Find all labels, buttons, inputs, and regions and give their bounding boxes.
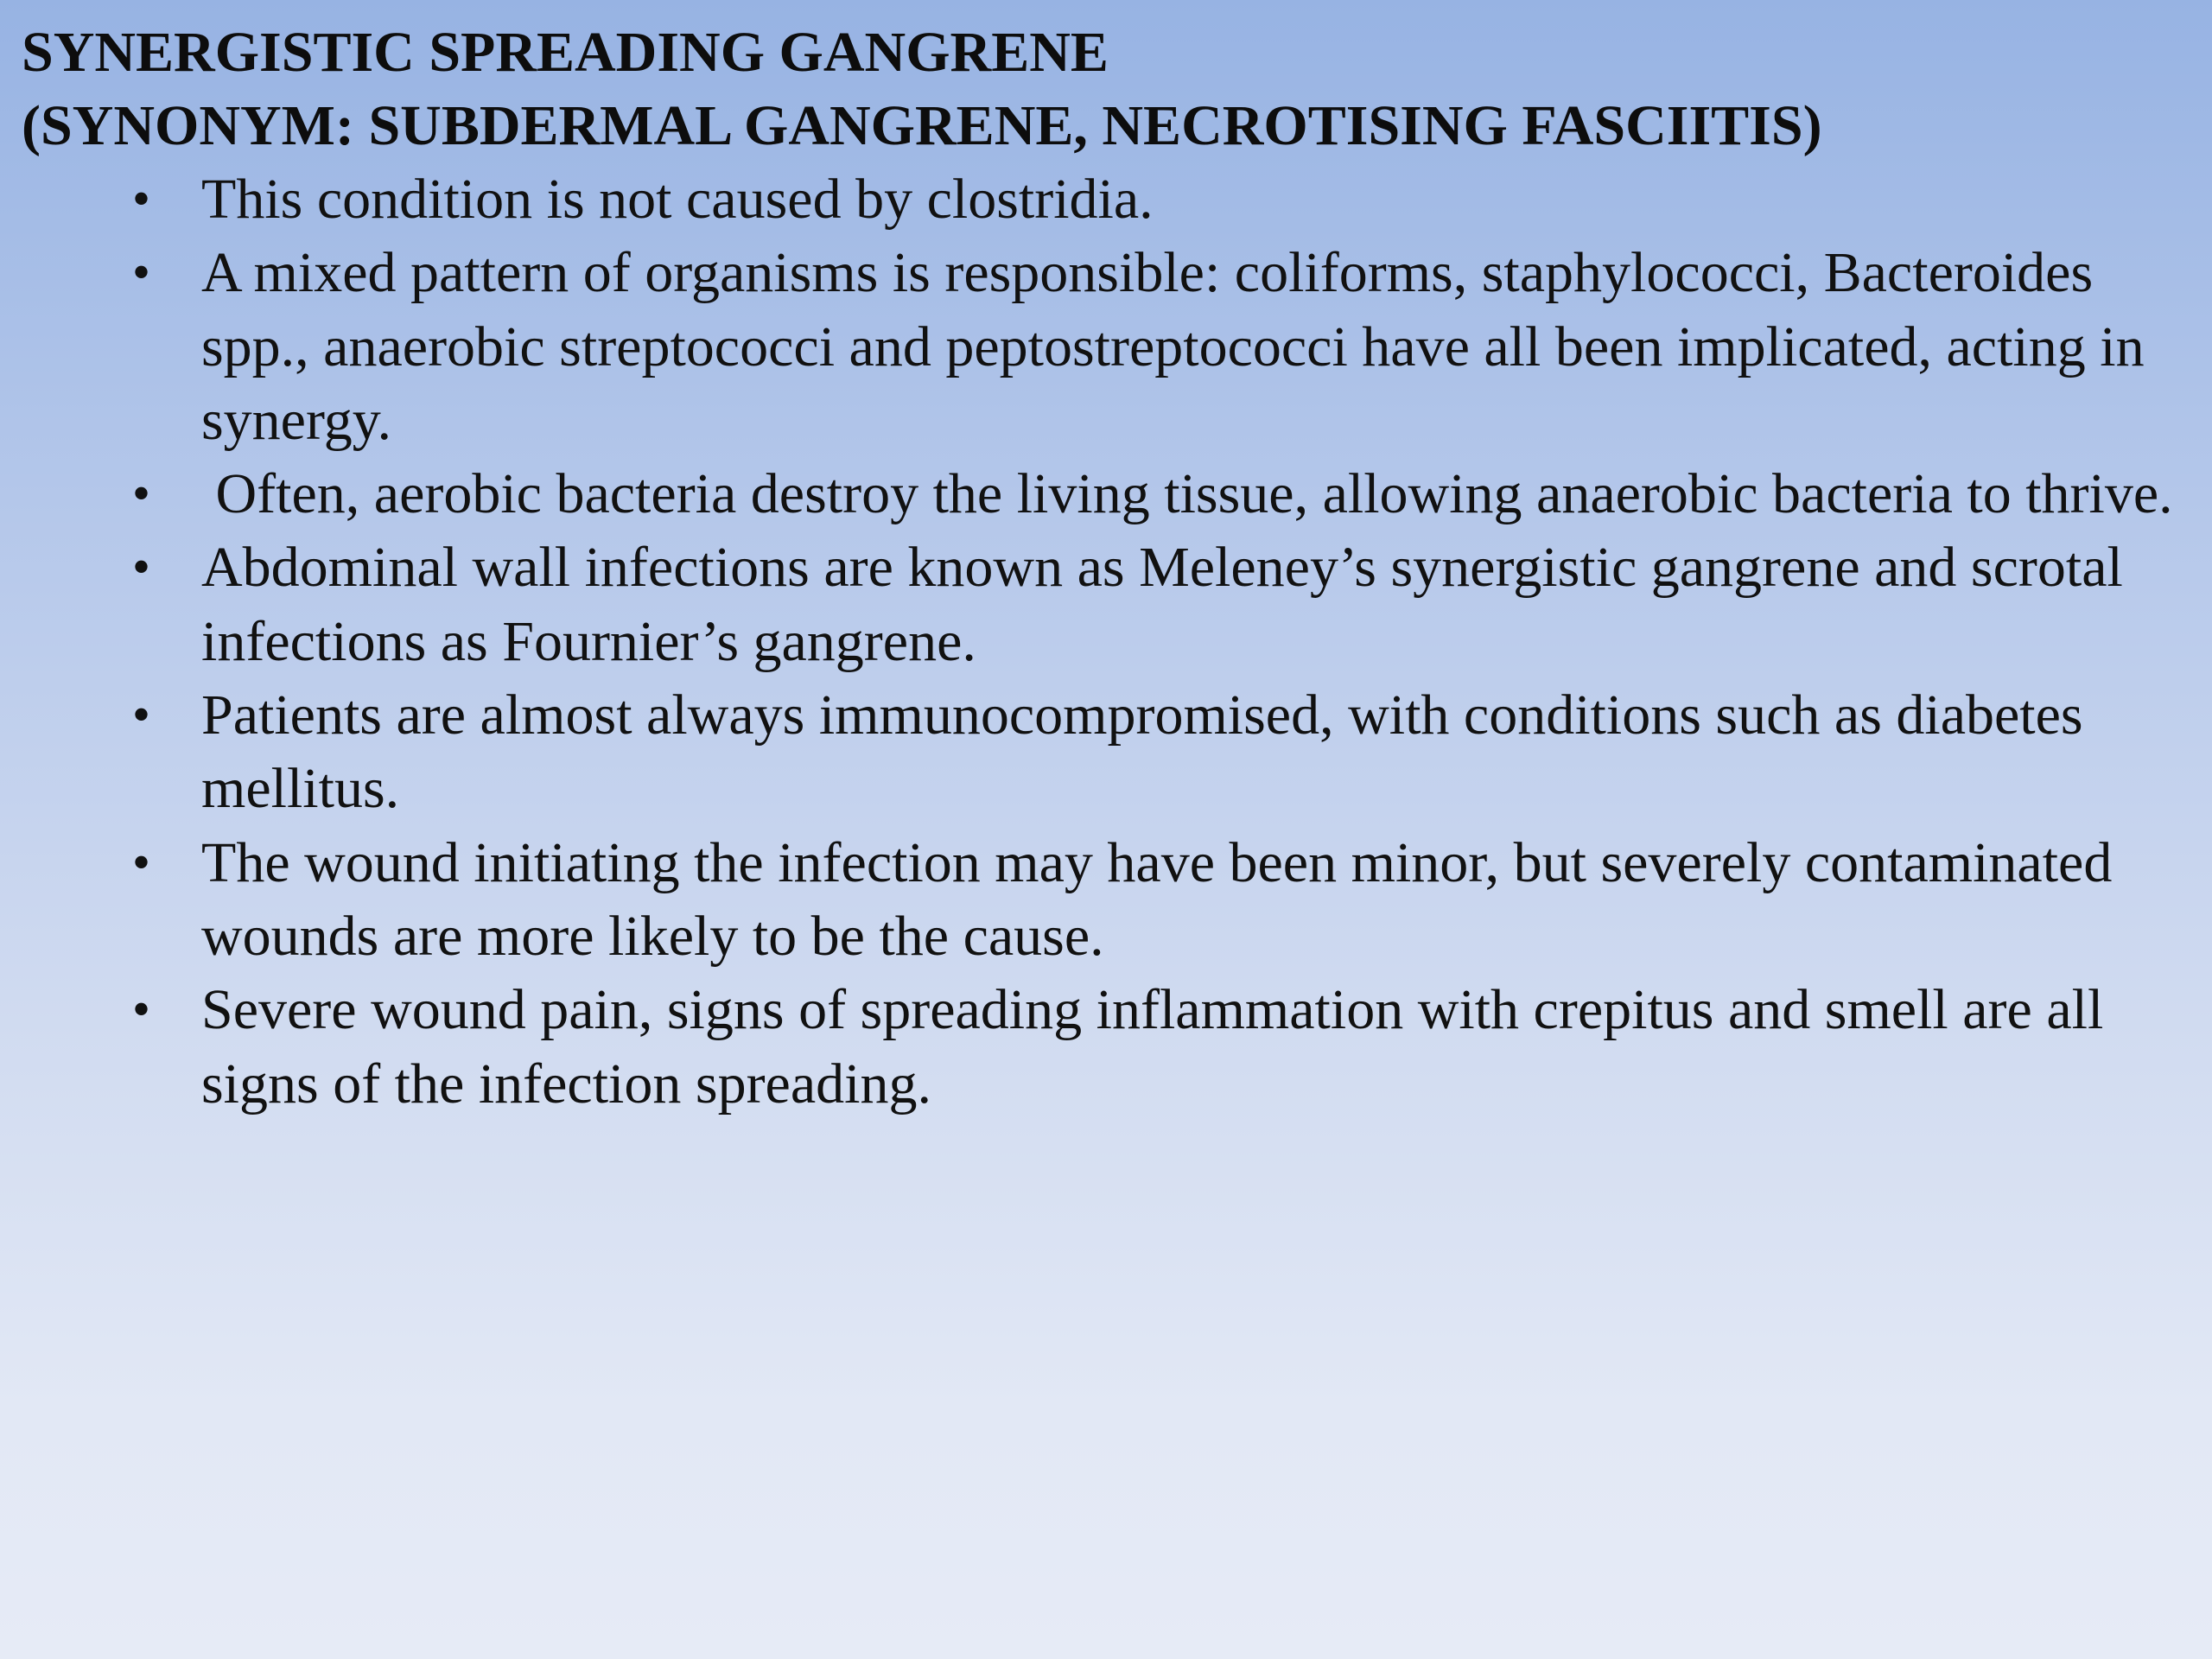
bullet-marker: • bbox=[132, 981, 151, 1039]
bullet-marker: • bbox=[132, 833, 151, 891]
bullet-item-4 bbox=[0, 531, 2212, 678]
bullet-text: Severe wound pain, signs of spreading inflammation with crepitus and smell are all signs of the infection spreading. bbox=[201, 978, 2104, 1116]
bullet-marker: • bbox=[132, 465, 151, 523]
bullet-marker: • bbox=[132, 686, 151, 744]
title-line-1: SYNERGISTIC SPREADING GANGRENE bbox=[22, 21, 1109, 84]
bullet-item-1 bbox=[0, 162, 2212, 236]
bullet-text: A mixed pattern of organisms is responsible: coliforms, staphylococci, Bacteroides spp., anaerobic streptococci and peptostreptococci have all been implicated, acting in synergy. bbox=[201, 241, 2145, 452]
bullet-marker: • bbox=[132, 538, 151, 596]
bullet-item-2 bbox=[0, 236, 2212, 457]
bullet-list bbox=[0, 162, 2212, 1121]
slide-title bbox=[22, 16, 2182, 162]
bullet-item-7 bbox=[0, 973, 2212, 1121]
bullet-text: Often, aerobic bacteria destroy the living tissue, allowing anaerobic bacteria to thrive. bbox=[201, 462, 2173, 526]
bullet-marker: • bbox=[132, 244, 151, 302]
bullet-text: The wound initiating the infection may have been minor, but severely contaminated wounds are more likely to be the cause. bbox=[201, 830, 2113, 968]
bullet-text: This condition is not caused by clostridia. bbox=[201, 168, 1154, 231]
bullet-item-3 bbox=[0, 457, 2212, 531]
bullet-text: Patients are almost always immunocompromised, with conditions such as diabetes mellitus. bbox=[201, 683, 2083, 821]
bullet-text: Abdominal wall infections are known as Meleney’s synergistic gangrene and scrotal infections as Fournier’s gangrene. bbox=[201, 536, 2123, 673]
bullet-item-5 bbox=[0, 678, 2212, 826]
title-line-2: (SYNONYM: SUBDERMAL GANGRENE, NECROTISING FASCIITIS) bbox=[22, 94, 1822, 157]
bullet-marker: • bbox=[132, 170, 151, 227]
bullet-item-6 bbox=[0, 826, 2212, 974]
